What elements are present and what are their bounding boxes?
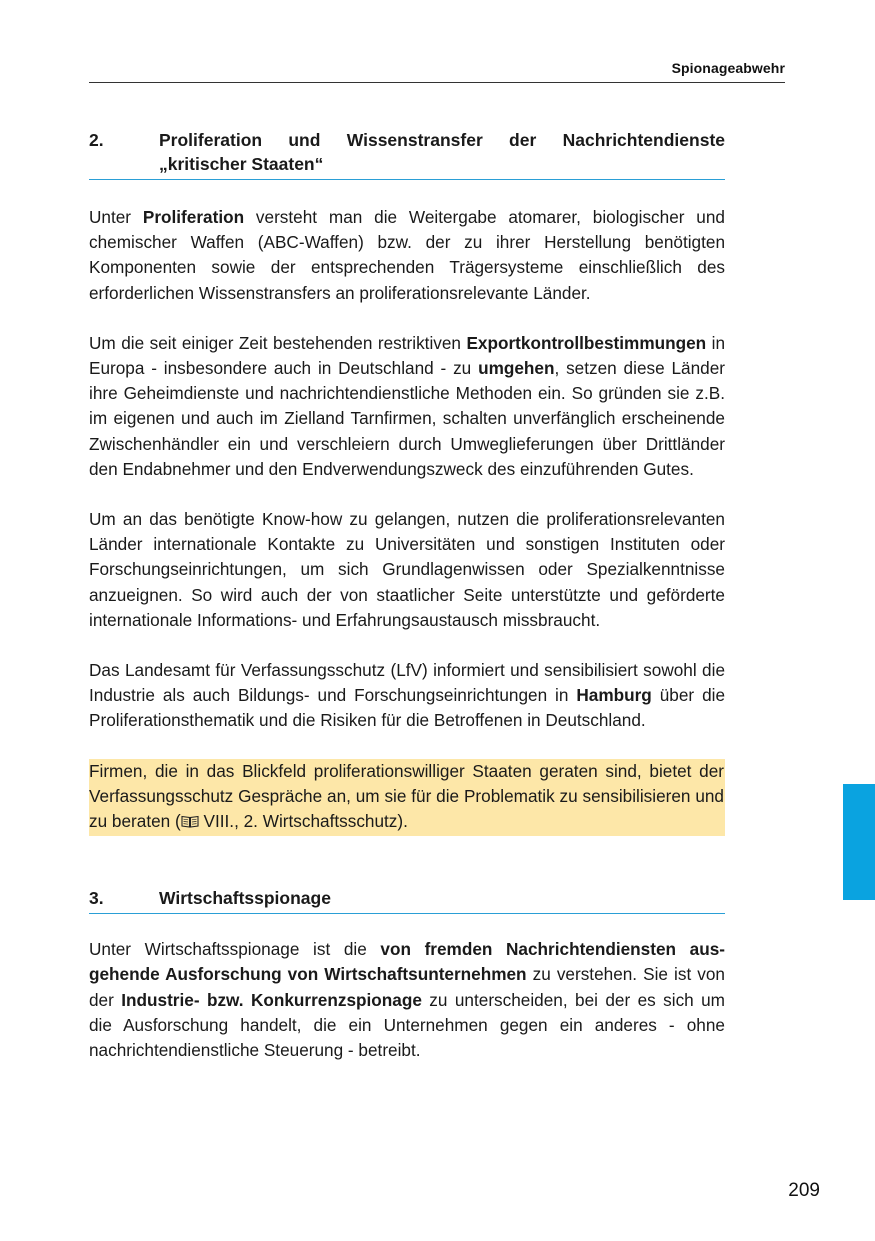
page-content — [89, 128, 725, 1063]
text-run: VIII., 2. Wirtschaftsschutz). — [198, 811, 408, 832]
text-run: über die Proliferationsthematik und die Risiken für die Betroffenen in Deutschland. — [89, 685, 726, 731]
highlight-box-firms — [89, 759, 725, 837]
book-reference-icon — [181, 810, 199, 823]
text-run: Das Landesamt für Verfassungsschutz (LfV) informiert und sensibilisiert sowohl die Industrie als auch Bildungs- und Forschungseinrichtungen in — [89, 660, 725, 706]
text-run: , setzen diese Länder ihre Geheimdienste und nachrichtendienstliche Methoden ein. So gründen sie z.B. im eigenen und auch im Zielland Tarnfirmen, schalten unverfänglich erscheinende Zwischenhändler ein und verschleiern durch Umweglieferungen über Drittländer den Endabnehmer und den Endverwendungszweck des einzuführenden Gutes. — [89, 358, 725, 479]
bold-term: Exportkontrollbestimmungen — [466, 332, 707, 353]
text-run: zu unterscheiden, bei der es sich um die Ausforschung handelt, die ein Unternehmen gegen ein anderes - ohne nachrichtendienstliche Steuerung - betreibt. — [89, 989, 725, 1061]
bold-term: umgehen — [478, 358, 555, 379]
bold-term: von fremden Nachrichtendiensten ausgehende Ausforschung von Wirtschaftsunternehmen — [89, 939, 725, 985]
text-run: Um die seit einiger Zeit bestehenden restriktiven — [89, 332, 467, 353]
paragraph-lfv-information — [89, 658, 725, 734]
chapter-side-tab — [843, 784, 875, 900]
section-3-heading — [89, 886, 725, 914]
paragraph-proliferation-definition — [89, 205, 725, 306]
paragraph-export-controls — [89, 331, 725, 482]
page-number: 209 — [788, 1180, 820, 1201]
text-run: Unter Wirtschaftsspionage ist die — [89, 939, 381, 960]
bold-term: Industrie- bzw. Konkurrenzspionage — [121, 989, 422, 1010]
bold-term: Hamburg — [576, 685, 652, 706]
text-run: zu verstehen. Sie ist von der — [89, 964, 725, 1010]
section-2-heading — [89, 128, 725, 180]
bold-term: Proliferation — [142, 207, 245, 227]
text-run: versteht man die Weitergabe atomarer, biologischer und chemischer Waffen (ABC-Waffen) bzw. der zu ihrer Herstellung benötigten Komponenten sowie der entsprechenden Trägersysteme einschließlich des erforderlichen Wissenstransfers an proliferationsrelevante Länder. — [89, 207, 725, 303]
text-run: Firmen, die in das Blickfeld proliferationswilliger Staaten geraten sind, bietet der Verfassungsschutz Gespräche an, um sie für die Problematik zu sensibilisieren und zu beraten ( — [89, 760, 724, 832]
section-2-number: 2. — [89, 130, 104, 150]
running-header-title: Spionageabwehr — [671, 60, 785, 76]
section-2-title: Proliferation und Wissenstransfer der Nachrichtendienste „kritischer Staaten“ — [159, 130, 725, 174]
section-3-number: 3. — [89, 888, 104, 909]
text-run: in Europa - insbesondere auch in Deutschland - zu — [89, 332, 726, 379]
paragraph-know-how: Um an das benötigte Know-how zu gelangen, nutzen die proliferationsrelevanten Länder internationale Kontakte zu Universitäten und sonstigen Instituten oder Forschungseinrichtungen, um sich Grundlagenwissen oder Spezialkenntnisse anzueignen. So wird auch der von staatlicher Seite unterstützte und geförderte internationale Informations- und Erfahrungsaustausch missbraucht. — [89, 509, 725, 630]
section-3-title: Wirtschaftsspionage — [159, 888, 331, 909]
paragraph-economic-espionage — [89, 937, 725, 1063]
text-run: Unter — [89, 207, 143, 227]
header-rule — [89, 82, 785, 83]
